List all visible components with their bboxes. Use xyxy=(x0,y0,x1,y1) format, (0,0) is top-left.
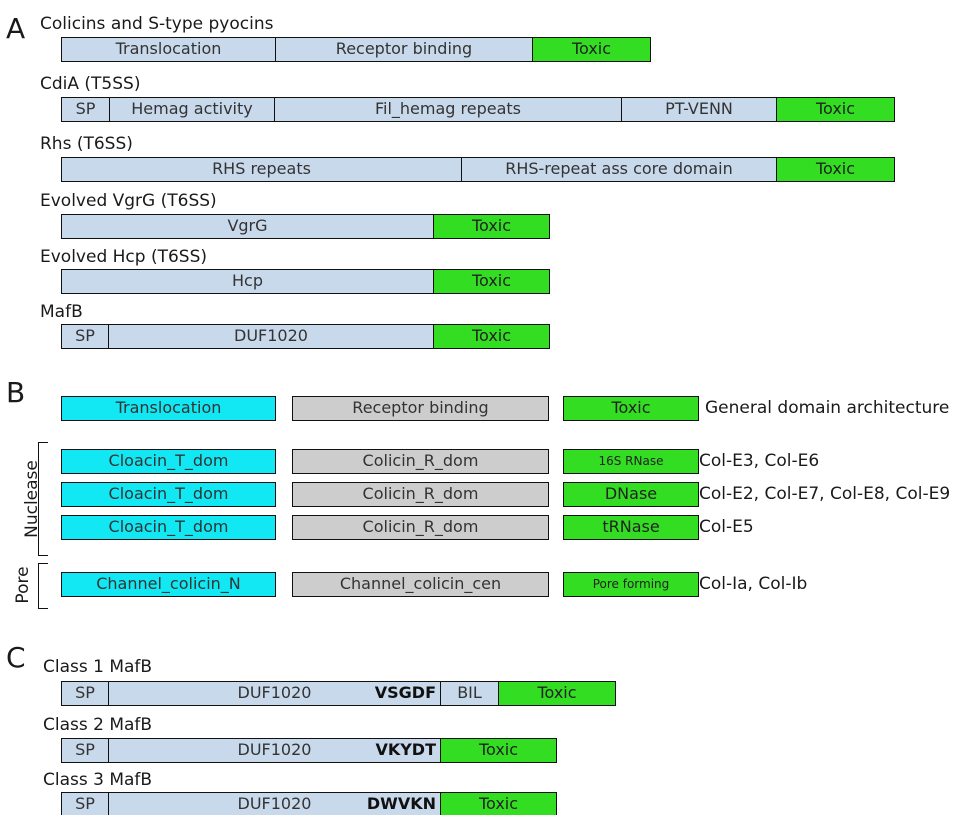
receptor-domain: Channel_colicin_cen xyxy=(292,572,549,597)
toxic-domain: Toxic xyxy=(776,97,895,122)
toxic-domain: Toxic xyxy=(433,214,550,239)
colicin-examples: Col-E3, Col-E6 xyxy=(699,451,820,471)
domain-segment: Hcp xyxy=(61,269,434,294)
motif-label: DWVKN xyxy=(366,794,436,813)
translocation-domain: Cloacin_T_dom xyxy=(61,482,276,507)
receptor-domain: Colicin_R_dom xyxy=(292,515,549,540)
colicin-examples: Col-Ia, Col-Ib xyxy=(699,574,808,594)
toxic-domain: Toxic xyxy=(433,269,550,294)
colicin-examples: Col-E5 xyxy=(699,517,754,537)
nuclease-group-label: Nuclease xyxy=(22,460,42,538)
toxic-domain: Toxic xyxy=(440,738,557,763)
translocation-domain: Cloacin_T_dom xyxy=(61,515,276,540)
domain-segment: SP xyxy=(61,97,110,122)
translocation-domain: Cloacin_T_dom xyxy=(61,449,276,474)
domain-segment: SP xyxy=(61,681,109,706)
pore-group-label: Pore xyxy=(13,566,33,604)
panel-c-letter: C xyxy=(6,641,26,674)
panel-b-letter: B xyxy=(6,376,26,409)
row-title: MafB xyxy=(40,302,83,322)
general-architecture-note: General domain architecture xyxy=(705,398,950,418)
toxic-domain: 16S RNase xyxy=(563,449,699,474)
toxic-domain: DNase xyxy=(563,482,699,507)
row-title: CdiA (T5SS) xyxy=(40,74,141,94)
translocation-domain: Translocation xyxy=(61,396,276,421)
row-title: Rhs (T6SS) xyxy=(40,134,133,154)
row-title: Evolved VgrG (T6SS) xyxy=(40,191,217,211)
domain-label: DUF1020 xyxy=(237,740,312,759)
row-title: Class 1 MafB xyxy=(43,657,153,677)
motif-label: VSGDF xyxy=(374,683,436,702)
row-title: Class 3 MafB xyxy=(43,770,153,790)
pore-bracket xyxy=(38,563,48,609)
domain-segment: Hemag activity xyxy=(109,97,275,122)
receptor-domain: Colicin_R_dom xyxy=(292,449,549,474)
colicin-examples: Col-E2, Col-E7, Col-E8, Col-E9 xyxy=(699,484,951,504)
domain-segment: SP xyxy=(61,792,109,815)
toxic-domain: Pore forming xyxy=(563,572,699,597)
duf1020-domain xyxy=(108,681,441,706)
panel-a-letter: A xyxy=(6,12,26,45)
domain-segment: RHS-repeat ass core domain xyxy=(461,157,777,182)
domain-segment: DUF1020 xyxy=(108,324,434,349)
duf1020-domain xyxy=(108,792,441,815)
row-title: Evolved Hcp (T6SS) xyxy=(40,247,208,267)
domain-label: DUF1020 xyxy=(237,794,312,813)
toxic-domain: tRNase xyxy=(563,515,699,540)
row-title: Class 2 MafB xyxy=(43,715,153,735)
toxic-domain: Toxic xyxy=(776,157,895,182)
motif-label: VKYDT xyxy=(375,740,436,759)
toxic-domain: Toxic xyxy=(563,396,699,421)
domain-segment: SP xyxy=(61,738,109,763)
toxic-domain: Toxic xyxy=(433,324,550,349)
domain-segment: Receptor binding xyxy=(275,37,533,62)
toxic-domain: Toxic xyxy=(440,792,557,815)
domain-segment: RHS repeats xyxy=(61,157,462,182)
toxic-domain: Toxic xyxy=(498,681,616,706)
domain-segment: Translocation xyxy=(61,37,276,62)
domain-segment: SP xyxy=(61,324,109,349)
domain-segment: VgrG xyxy=(61,214,434,239)
translocation-domain: Channel_colicin_N xyxy=(61,572,276,597)
domain-segment: BIL xyxy=(440,681,499,706)
receptor-domain: Receptor binding xyxy=(292,396,549,421)
domain-segment: Fil_hemag repeats xyxy=(274,97,622,122)
duf1020-domain xyxy=(108,738,441,763)
row-title: Colicins and S-type pyocins xyxy=(40,14,274,34)
toxic-domain: Toxic xyxy=(532,37,651,62)
domain-label: DUF1020 xyxy=(237,683,312,702)
domain-segment: PT-VENN xyxy=(621,97,777,122)
receptor-domain: Colicin_R_dom xyxy=(292,482,549,507)
